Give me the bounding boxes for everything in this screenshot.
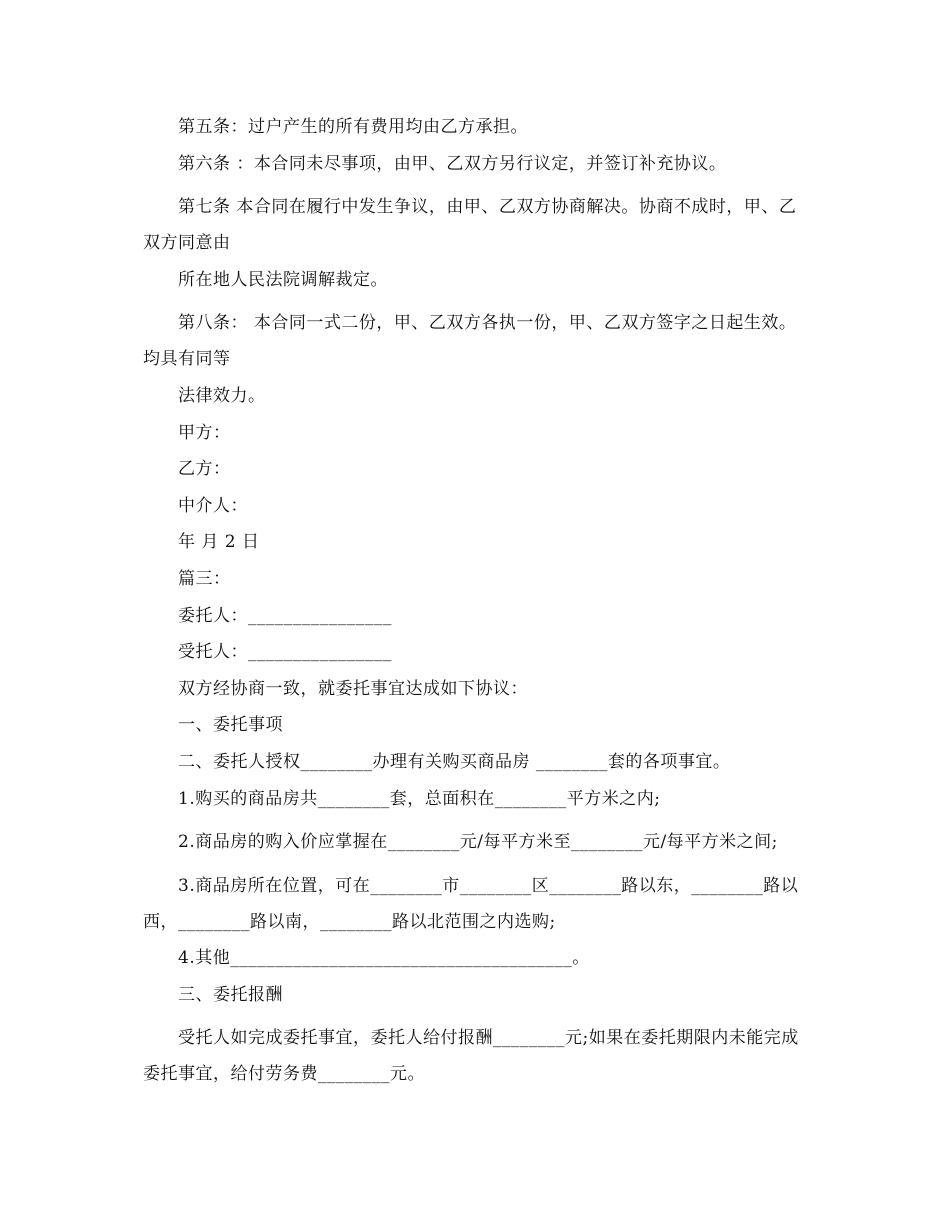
clause-7-continued: 所在地人民法院调解裁定。 — [178, 269, 388, 290]
item-authorization: 二、委托人授权________办理有关购买商品房 ________套的各项事宜。 — [178, 751, 731, 772]
clause-7: 第七条 本合同在履行中发生争议，由甲、乙双方协商解决。协商不成时，甲、乙双方同意由 — [143, 197, 797, 254]
item-3-location: 3.商品房所在位置，可在________市________区________路以东，________路以西，________路以南，________路以北范围之内选购; — [143, 875, 799, 932]
item-2-price: 2.商品房的购入价应掌握在________元/每平方米至________元/每平方米之间; — [178, 832, 778, 853]
heading-entrusted-matters: 一、委托事项 — [178, 715, 283, 736]
heading-remuneration: 三、委托报酬 — [178, 984, 283, 1005]
clause-5: 第五条：过户产生的所有费用均由乙方承担。 — [178, 117, 528, 137]
document-body — [143, 116, 813, 1100]
party-b-signature: 乙方： — [178, 459, 231, 480]
party-a-signature: 甲方： — [178, 422, 231, 443]
clause-6: 第六条 ：本合同未尽事项，由甲、乙双方另行议定，并签订补充协议。 — [178, 153, 727, 174]
intermediary-signature: 中介人： — [178, 495, 248, 516]
section-heading: 篇三： — [178, 568, 231, 589]
agent-field: 受托人：________________ — [178, 642, 392, 663]
signing-date: 年 月 2 日 — [178, 532, 260, 553]
clause-8: 第八条： 本合同一式二份，甲、乙双方各执一份，甲、乙双方签字之日起生效。均具有同等 — [143, 313, 797, 370]
agreement-intro: 双方经协商一致，就委托事宜达成如下协议： — [178, 678, 528, 699]
item-4-other: 4.其他______________________________________。 — [178, 948, 590, 969]
principal-field: 委托人：________________ — [178, 605, 392, 626]
item-1-quantity: 1.购买的商品房共________套，总面积在________平方米之内; — [178, 788, 661, 809]
clause-8-continued: 法律效力。 — [178, 385, 266, 406]
remuneration-terms: 受托人如完成委托事宜，委托人给付报酬________元;如果在委托期限内未能完成委托事宜，给付劳务费________元。 — [143, 1028, 799, 1085]
